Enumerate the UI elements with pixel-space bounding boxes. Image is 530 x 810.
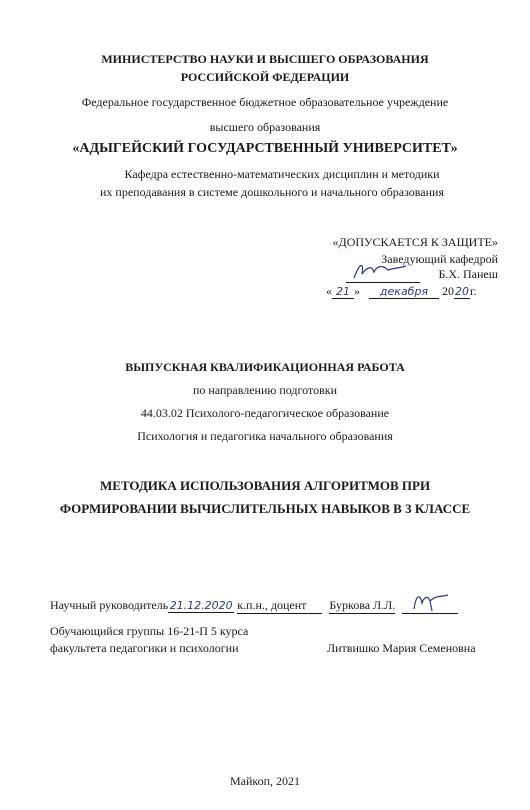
department-line-1: Кафедра естественно-математических дисциплин и методики xyxy=(124,167,440,181)
signature-icon xyxy=(350,260,410,282)
institution-line-1: Федеральное государственное бюджетное образовательное учреждение xyxy=(81,95,449,109)
institution-line-2: высшего образования xyxy=(209,120,321,134)
date-open-quote: « xyxy=(326,284,332,298)
supervisor-line xyxy=(50,598,458,614)
student-name: Литвишко Мария Семеновна xyxy=(327,641,476,655)
date-close-quote: » xyxy=(354,284,360,298)
direction-code: 44.03.02 Психолого-педагогическое образование xyxy=(140,406,390,420)
department-line-2: их преподавания в системе дошкольного и начального образования xyxy=(100,185,444,199)
approval-role: Заведующий кафедрой xyxy=(381,252,498,266)
supervisor-degree: к.п.н., доцент xyxy=(237,598,322,614)
ministry-line-1: МИНИСТЕРСТВО НАУКИ И ВЫСШЕГО ОБРАЗОВАНИЯ xyxy=(101,52,429,66)
supervisor-name: Буркова Л.Л. xyxy=(329,598,396,612)
footer-city-year: Майкоп, 2021 xyxy=(229,774,301,788)
student-label-2: факультета педагогики и психологии xyxy=(50,641,239,655)
ministry-line-2: РОССИЙСКОЙ ФЕДЕРАЦИИ xyxy=(180,70,350,84)
date-year-prefix: 20 xyxy=(442,284,454,298)
student-label-1: Обучающийся группы 16-21-П 5 курса xyxy=(50,624,249,638)
approval-signature-line xyxy=(346,268,420,283)
approval-date xyxy=(326,284,477,299)
approval-stamp: «ДОПУСКАЕТСЯ К ЗАЩИТЕ» xyxy=(332,235,498,249)
approval-name: Б.Х. Панеш xyxy=(438,267,498,281)
supervisor-date: 21.12.2020 xyxy=(169,599,233,612)
date-day: 21 xyxy=(332,285,354,299)
date-g: г. xyxy=(470,284,477,298)
signature-icon xyxy=(408,591,452,613)
work-title-1: МЕТОДИКА ИСПОЛЬЗОВАНИЯ АЛГОРИТМОВ ПРИ xyxy=(99,478,431,493)
date-month: декабря xyxy=(369,285,439,299)
profile: Психология и педагогика начального образования xyxy=(137,429,393,443)
work-type: ВЫПУСКНАЯ КВАЛИФИКАЦИОННАЯ РАБОТА xyxy=(125,360,405,374)
direction-label: по направлению подготовки xyxy=(192,383,338,397)
university-name: «АДЫГЕЙСКИЙ ГОСУДАРСТВЕННЫЙ УНИВЕРСИТЕТ» xyxy=(72,141,458,156)
supervisor-label: Научный руководитель xyxy=(50,598,169,612)
work-title-2: ФОРМИРОВАНИИ ВЫЧИСЛИТЕЛЬНЫХ НАВЫКОВ В 3 КЛАССЕ xyxy=(59,501,471,516)
date-year-suffix: 20 xyxy=(455,285,469,298)
supervisor-signature xyxy=(402,599,458,614)
